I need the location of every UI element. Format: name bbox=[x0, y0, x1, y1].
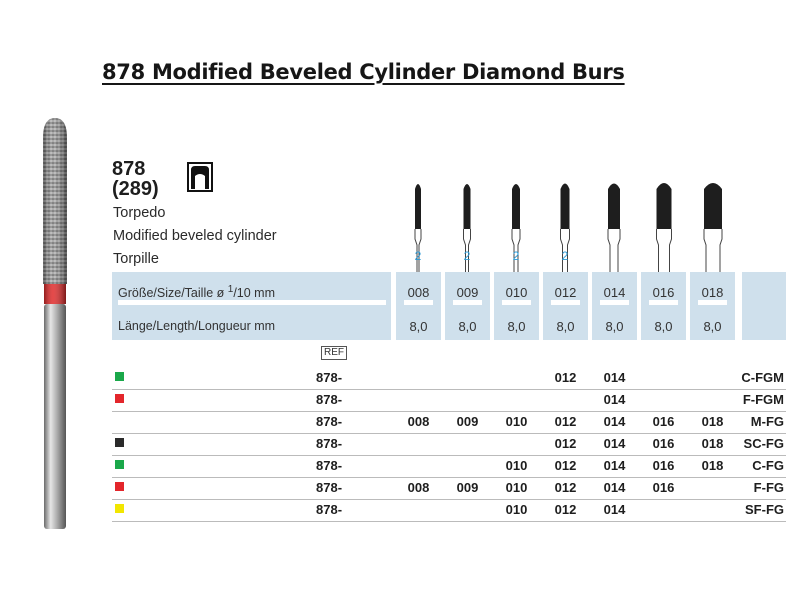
ring-count-badge: 2 bbox=[512, 249, 520, 263]
row-size: 008 bbox=[407, 414, 430, 429]
row-size: 016 bbox=[652, 480, 675, 495]
length-value: 8,0 bbox=[458, 319, 477, 334]
row-ref: 878- bbox=[316, 392, 343, 407]
row-size: 014 bbox=[603, 392, 626, 407]
row-size: 014 bbox=[603, 480, 626, 495]
row-size: 010 bbox=[505, 480, 528, 495]
row-size: 010 bbox=[505, 502, 528, 517]
bur-drawing-016 bbox=[653, 177, 675, 272]
bur-drawing-018 bbox=[701, 177, 725, 272]
row-size: 014 bbox=[603, 458, 626, 473]
page-title: 878 Modified Beveled Cylinder Diamond Burs bbox=[102, 60, 625, 84]
row-size: 016 bbox=[652, 414, 675, 429]
row-ref: 878- bbox=[316, 480, 343, 495]
size-value: 018 bbox=[701, 285, 724, 300]
length-value: 8,0 bbox=[556, 319, 575, 334]
size-value: 010 bbox=[505, 285, 528, 300]
row-size: 008 bbox=[407, 480, 430, 495]
row-size: 009 bbox=[456, 414, 479, 429]
row-size: 014 bbox=[603, 436, 626, 451]
ref-label: REF bbox=[321, 346, 347, 360]
length-value: 8,0 bbox=[409, 319, 428, 334]
model-number: 878 bbox=[112, 158, 146, 180]
spec-end-band bbox=[742, 272, 786, 340]
size-label: Größe/Size/Taille ø $^1$/10 mm bbox=[118, 284, 276, 301]
row-code: C-FG bbox=[752, 458, 784, 473]
product-name-en: Modified beveled cylinder bbox=[113, 228, 277, 244]
row-code: SC-FG bbox=[743, 436, 784, 451]
row-code: M-FG bbox=[750, 414, 784, 429]
size-value: 009 bbox=[456, 285, 479, 300]
product-name-fr: Torpille bbox=[113, 251, 159, 267]
grit-color-marker bbox=[115, 482, 124, 491]
crown-preparation-icon bbox=[187, 162, 213, 192]
table-row bbox=[112, 389, 786, 412]
row-size: 012 bbox=[554, 458, 577, 473]
table-row bbox=[112, 477, 786, 500]
row-ref: 878- bbox=[316, 370, 343, 385]
row-size: 012 bbox=[554, 502, 577, 517]
row-code: SF-FG bbox=[745, 502, 784, 517]
row-size: 014 bbox=[603, 502, 626, 517]
row-size: 018 bbox=[701, 436, 724, 451]
size-value: 012 bbox=[554, 285, 577, 300]
length-value: 8,0 bbox=[654, 319, 673, 334]
row-ref: 878- bbox=[316, 458, 343, 473]
row-ref: 878- bbox=[316, 436, 343, 451]
row-size: 012 bbox=[554, 414, 577, 429]
length-value: 8,0 bbox=[605, 319, 624, 334]
spec-divider bbox=[118, 300, 386, 305]
row-ref: 878- bbox=[316, 502, 343, 517]
row-size: 012 bbox=[554, 370, 577, 385]
spec-divider bbox=[600, 300, 629, 305]
row-size: 014 bbox=[603, 414, 626, 429]
size-value: 016 bbox=[652, 285, 675, 300]
row-ref: 878- bbox=[316, 414, 343, 429]
row-size: 016 bbox=[652, 436, 675, 451]
table-row bbox=[112, 411, 786, 434]
ring-count-badge: 2 bbox=[463, 249, 471, 263]
grit-color-marker bbox=[115, 394, 124, 403]
model-alt-number: (289) bbox=[112, 178, 159, 200]
spec-divider bbox=[502, 300, 531, 305]
spec-divider bbox=[698, 300, 727, 305]
length-value: 8,0 bbox=[507, 319, 526, 334]
table-row bbox=[112, 455, 786, 478]
grit-color-marker bbox=[115, 438, 124, 447]
row-code: C-FGM bbox=[741, 370, 784, 385]
size-value: 008 bbox=[407, 285, 430, 300]
row-size: 012 bbox=[554, 436, 577, 451]
grit-color-marker bbox=[115, 504, 124, 513]
row-size: 016 bbox=[652, 458, 675, 473]
ring-count-badge: 2 bbox=[561, 249, 569, 263]
product-name-de: Torpedo bbox=[113, 205, 166, 221]
ring-count-badge: 2 bbox=[414, 249, 422, 263]
row-size: 010 bbox=[505, 458, 528, 473]
table-row bbox=[112, 433, 786, 456]
bur-drawing-014 bbox=[604, 177, 624, 272]
row-size: 014 bbox=[603, 370, 626, 385]
table-row bbox=[112, 367, 786, 390]
row-size: 018 bbox=[701, 458, 724, 473]
size-value: 014 bbox=[603, 285, 626, 300]
spec-divider bbox=[551, 300, 580, 305]
row-size: 018 bbox=[701, 414, 724, 429]
row-code: F-FG bbox=[753, 480, 784, 495]
row-size: 009 bbox=[456, 480, 479, 495]
spec-divider bbox=[453, 300, 482, 305]
row-code: F-FGM bbox=[742, 392, 784, 407]
spec-divider bbox=[404, 300, 433, 305]
row-size: 010 bbox=[505, 414, 528, 429]
row-size: 012 bbox=[554, 480, 577, 495]
bur-photo bbox=[38, 116, 72, 536]
grit-color-marker bbox=[115, 460, 124, 469]
length-value: 8,0 bbox=[703, 319, 722, 334]
table-row bbox=[112, 499, 786, 522]
length-label: Länge/Length/Longueur mm bbox=[118, 319, 276, 333]
spec-divider bbox=[649, 300, 678, 305]
grit-color-marker bbox=[115, 372, 124, 381]
